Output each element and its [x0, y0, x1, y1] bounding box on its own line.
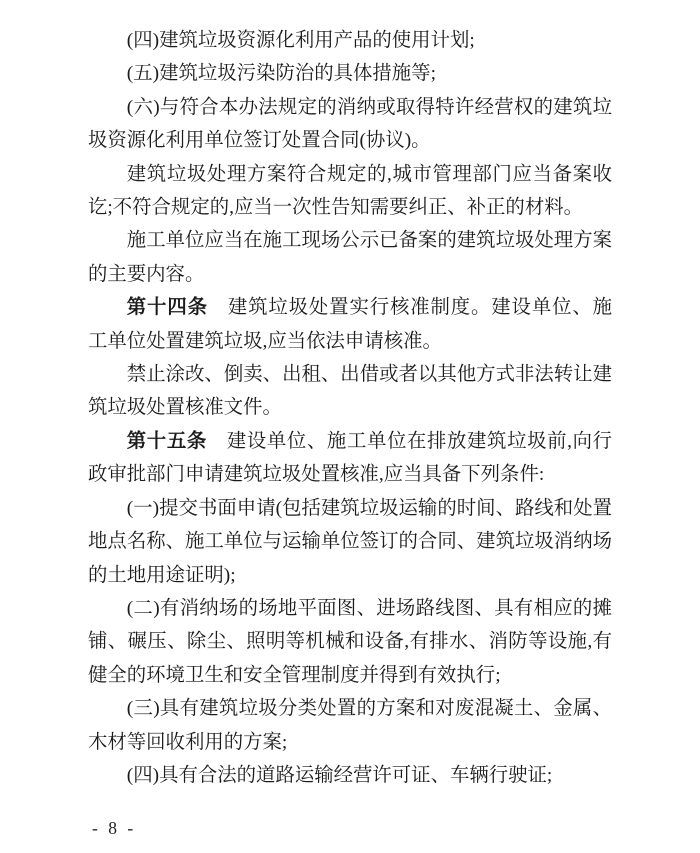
paragraph-text: 建筑垃圾处置实行核准制度。建设单位、施工单位处置建筑垃圾,应当依法申请核准。: [88, 297, 613, 352]
paragraph-text: 建设单位、施工单位在排放建筑垃圾前,向行政审批部门申请建筑垃圾处置核准,应当具备下列条件:: [88, 430, 612, 486]
paragraph-item-5: [88, 57, 612, 90]
paragraph-item-6: [88, 91, 612, 158]
paragraph-text: (五)建筑垃圾污染防治的具体措施等;: [126, 63, 436, 85]
paragraph-text: (一)提交书面申请(包括建筑垃圾运输的时间、路线和处置地点名称、施工单位与运输单位签订的合同、建筑垃圾消纳场的土地用途证明);: [88, 497, 612, 586]
paragraph-condition-3: [88, 692, 612, 759]
paragraph-text: (二)有消纳场的场地平面图、进场路线图、具有相应的摊铺、碾压、除尘、照明等机械和设备,有排水、消防等设施,有健全的环境卫生和安全管理制度并得到有效执行;: [88, 597, 612, 686]
paragraph-publicity: [88, 224, 612, 291]
paragraph-text: 施工单位应当在施工现场公示已备案的建筑垃圾处理方案的主要内容。: [88, 230, 612, 285]
paragraph-condition-1: [88, 492, 612, 592]
paragraph-text: (四)具有合法的道路运输经营许可证、车辆行驶证;: [126, 764, 553, 786]
article-number-label: 第十五条: [126, 429, 207, 452]
paragraph-text: 建筑垃圾处理方案符合规定的,城市管理部门应当备案收讫;不符合规定的,应当一次性告知需要纠正、补正的材料。: [88, 163, 612, 219]
paragraph-condition-4: [88, 759, 612, 792]
paragraph-filing: [88, 158, 612, 225]
paragraph-article-14: [88, 291, 612, 358]
paragraph-text: (六)与符合本办法规定的消纳或取得特许经营权的建筑垃圾资源化利用单位签订处置合同(协议)。: [88, 96, 612, 152]
paragraph-prohibition: [88, 358, 612, 425]
paragraph-item-4: [88, 24, 612, 57]
article-number-label: 第十四条: [126, 296, 208, 319]
paragraph-text: 禁止涂改、倒卖、出租、出借或者以其他方式非法转让建筑垃圾处置核准文件。: [88, 364, 612, 419]
page-number: - 8 -: [92, 818, 137, 838]
paragraph-text: (四)建筑垃圾资源化利用产品的使用计划;: [126, 30, 475, 51]
paragraph-article-15: [88, 425, 612, 492]
paragraph-text: (三)具有建筑垃圾分类处置的方案和对废混凝土、金属、木材等回收利用的方案;: [88, 698, 612, 753]
document-text-block: [88, 24, 612, 792]
paragraph-condition-2: [88, 592, 612, 692]
